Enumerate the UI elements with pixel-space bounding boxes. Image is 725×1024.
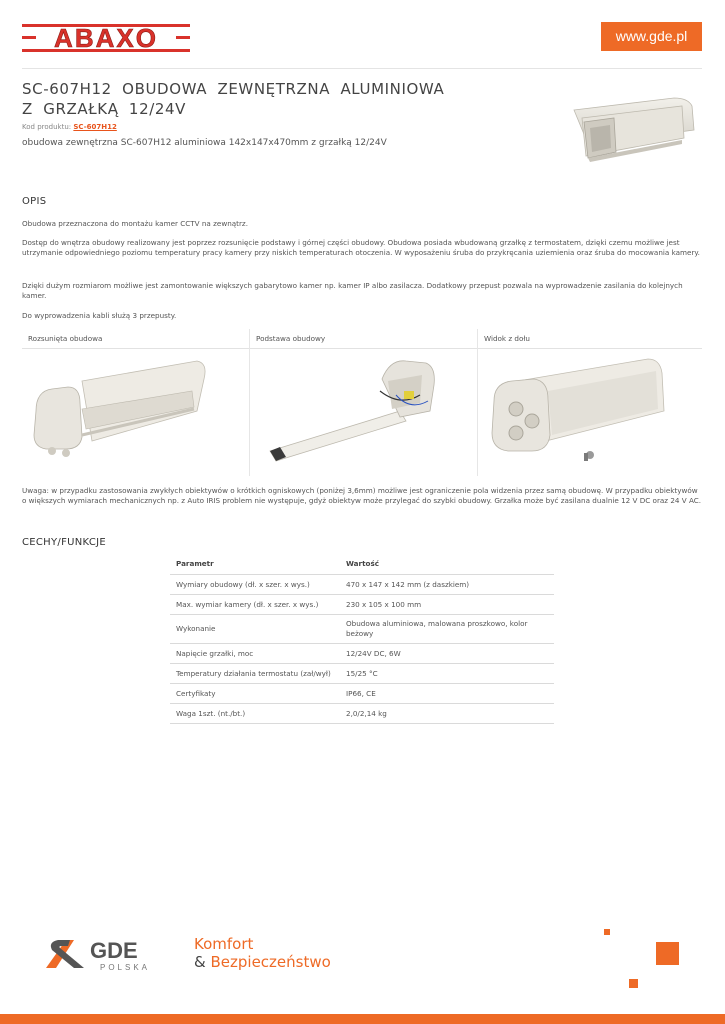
footer-logo-sub: POLSKA xyxy=(100,963,151,972)
table-row xyxy=(170,574,554,594)
image-gallery xyxy=(22,329,702,476)
note-paragraph: Uwaga: w przypadku zastosowania zwykłych obiektywów o krótkich ogniskowych (poniżej 3,6mm) możliwe jest ograniczenie pola widzenia przez samą obudowę. W przypadku obiektywów o większych wymiarach mechanicznych np. z Auto IRIS problem nie występuje, gdyż obiektyw może przylegać do szybki obudowy. Grzałka może być zasilana dualnie 12 V DC oraz 24 V AC. xyxy=(22,486,702,505)
spec-param: Wykonanie xyxy=(170,614,340,643)
slogan-line-1: Komfort xyxy=(194,935,254,953)
table-row xyxy=(170,703,554,723)
table-row xyxy=(170,614,554,643)
decorative-square xyxy=(629,979,638,988)
product-image xyxy=(564,82,704,180)
description-paragraph-1: Obudowa przeznaczona do montażu kamer CCTV na zewnątrz. xyxy=(22,219,248,228)
spec-table xyxy=(170,554,554,724)
spec-param: Waga 1szt. (nt./bt.) xyxy=(170,703,340,723)
gallery-caption: Widok z dołu xyxy=(478,329,702,349)
gallery-image-bottom-view xyxy=(478,351,702,476)
logo-text: ABAXO xyxy=(54,23,158,53)
spec-value: IP66, CE xyxy=(340,683,554,703)
product-code-link[interactable]: SC-607H12 xyxy=(73,123,117,131)
abaxo-logo[interactable] xyxy=(22,20,190,56)
table-row xyxy=(170,594,554,614)
product-subtitle: obudowa zewnętrzna SC-607H12 aluminiowa 142x147x470mm z grzałką 12/24V xyxy=(22,138,387,148)
decorative-square xyxy=(656,942,679,965)
spec-value: 12/24V DC, 6W xyxy=(340,643,554,663)
footer-bar xyxy=(0,1014,725,1024)
slogan-line-2 xyxy=(194,953,331,971)
gallery-caption: Rozsunięta obudowa xyxy=(22,329,249,349)
column-header-value: Wartość xyxy=(340,554,554,574)
footer-logo-main: GDE xyxy=(90,938,138,963)
spec-param: Certyfikaty xyxy=(170,683,340,703)
description-paragraph-3: Dzięki dużym rozmiarom możliwe jest zamontowanie większych gabarytowo kamer np. kamer IP albo zasilacza. Dodatkowy przepust pozwala na wyprowadzenie zasilania do kolejnych kamer. xyxy=(22,281,683,300)
decorative-square xyxy=(604,929,610,935)
section-heading-opis: OPIS xyxy=(22,196,47,207)
product-code-label: Kod produktu: xyxy=(22,123,72,131)
spec-param: Temperatury działania termostatu (zał/wył) xyxy=(170,663,340,683)
description-paragraph-2: Dostęp do wnętrza obudowy realizowany jest poprzez rozsunięcie podstawy i górnej części obudowy. Obudowa posiada wbudowaną grzałkę z termostatem, dzięki czemu możliwe jest utrzymanie odpowiedniego poziomu temperatury pracy kamery przy niskich temperaturach otoczenia. W wyposażeniu śruba do przykręcania uziemienia oraz śruba do mocowania kamery. xyxy=(22,238,700,257)
table-row xyxy=(170,643,554,663)
spec-value: 230 x 105 x 100 mm xyxy=(340,594,554,614)
table-row xyxy=(170,663,554,683)
description-paragraph-4: Do wyprowadzenia kabli służą 3 przepusty. xyxy=(22,311,177,320)
column-header-param: Parametr xyxy=(170,554,340,574)
gallery-image-open-housing xyxy=(22,351,249,476)
section-heading-features: CECHY/FUNKCJE xyxy=(22,537,106,548)
gallery-item xyxy=(250,329,477,476)
gallery-image-housing-base xyxy=(250,351,477,476)
gde-polska-logo[interactable] xyxy=(44,934,174,974)
site-link-button[interactable]: www.gde.pl xyxy=(601,22,702,51)
gallery-item xyxy=(478,329,702,476)
spec-param: Max. wymiar kamery (dł. x szer. x wys.) xyxy=(170,594,340,614)
spec-value: Obudowa aluminiowa, malowana proszkowo, kolor beżowy xyxy=(340,614,554,643)
spec-value: 470 x 147 x 142 mm (z daszkiem) xyxy=(340,574,554,594)
gallery-caption: Podstawa obudowy xyxy=(250,329,477,349)
slogan-ampersand: & xyxy=(194,953,206,971)
gallery-item xyxy=(22,329,249,476)
table-row xyxy=(170,683,554,703)
product-title: SC-607H12 OBUDOWA ZEWNĘTRZNA ALUMINIOWA Z GRZAŁKĄ 12/24V xyxy=(22,80,445,118)
spec-param: Napięcie grzałki, moc xyxy=(170,643,340,663)
slogan-word: Bezpieczeństwo xyxy=(210,953,331,971)
spec-param: Wymiary obudowy (dł. x szer. x wys.) xyxy=(170,574,340,594)
header-divider xyxy=(22,68,702,69)
spec-table-header xyxy=(170,554,554,574)
product-code-row xyxy=(22,123,117,131)
spec-value: 15/25 °C xyxy=(340,663,554,683)
spec-value: 2,0/2,14 kg xyxy=(340,703,554,723)
